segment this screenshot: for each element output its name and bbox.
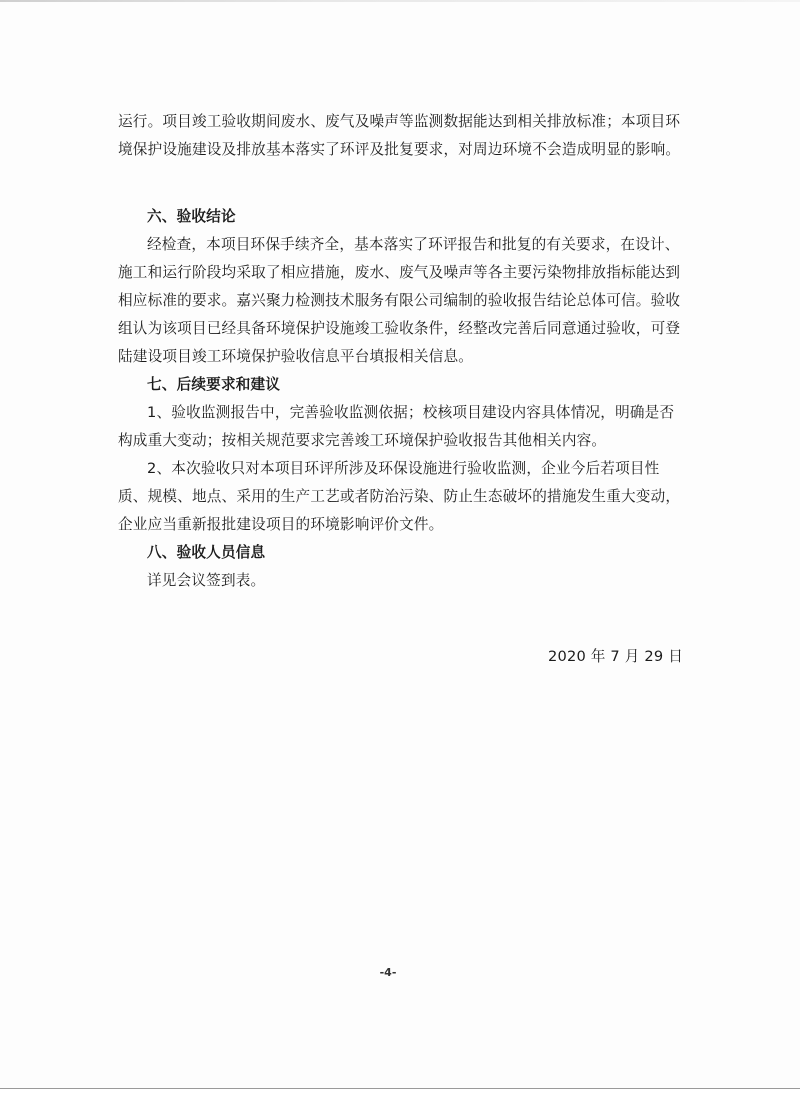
paragraph-acceptance-conclusion: 经检查，本项目环保手续齐全，基本落实了环评报告和批复的有关要求，在设计、施工和运行阶段均采取了相应措施，废水、废气及噪声等各主要污染物排放指标能达到相应标准的要求。嘉兴聚力检测技术服务有限公司编制的验收报告结论总体可信。验收组认为该项目已经具备环境保护设施竣工验收条件，经整改完善后同意通过验收，可登陆建设项目竣工环境保护验收信息平台填报相关信息。 bbox=[118, 236, 681, 365]
continued-text bbox=[118, 108, 683, 164]
scan-edge-top bbox=[0, 0, 800, 2]
paragraph-requirement-2: 2、本次验收只对本项目环评所涉及环保设施进行验收监测，企业今后若项目性质、规模、地点、采用的生产工艺或者防治污染、防止生态破坏的措施发生重大变动，企业应当重新报批建设项目的环境影响评价文件。 bbox=[118, 460, 681, 533]
document-date: 2020 年 7 月 29 日 bbox=[548, 648, 683, 665]
paragraph-personnel-info: 详见会议签到表。 bbox=[147, 572, 266, 589]
section-heading-7: 七、后续要求和建议 bbox=[147, 376, 281, 393]
page-number: -4- bbox=[379, 966, 397, 979]
paragraph-requirement-1: 1、验收监测报告中，完善验收监测依据；校核项目建设内容具体情况，明确是否构成重大变动；按相关规范要求完善竣工环境保护验收报告其他相关内容。 bbox=[118, 404, 675, 449]
document-body bbox=[118, 203, 683, 595]
section-heading-8: 八、验收人员信息 bbox=[147, 544, 266, 561]
section-heading-6: 六、验收结论 bbox=[147, 208, 236, 225]
scan-edge-bottom bbox=[0, 1088, 800, 1104]
paragraph-conclusion-intro: 运行。项目竣工验收期间废水、废气及噪声等监测数据能达到相关排放标准；本项目环境保护设施建设及排放基本落实了环评及批复要求，对周边环境不会造成明显的影响。 bbox=[118, 113, 681, 158]
